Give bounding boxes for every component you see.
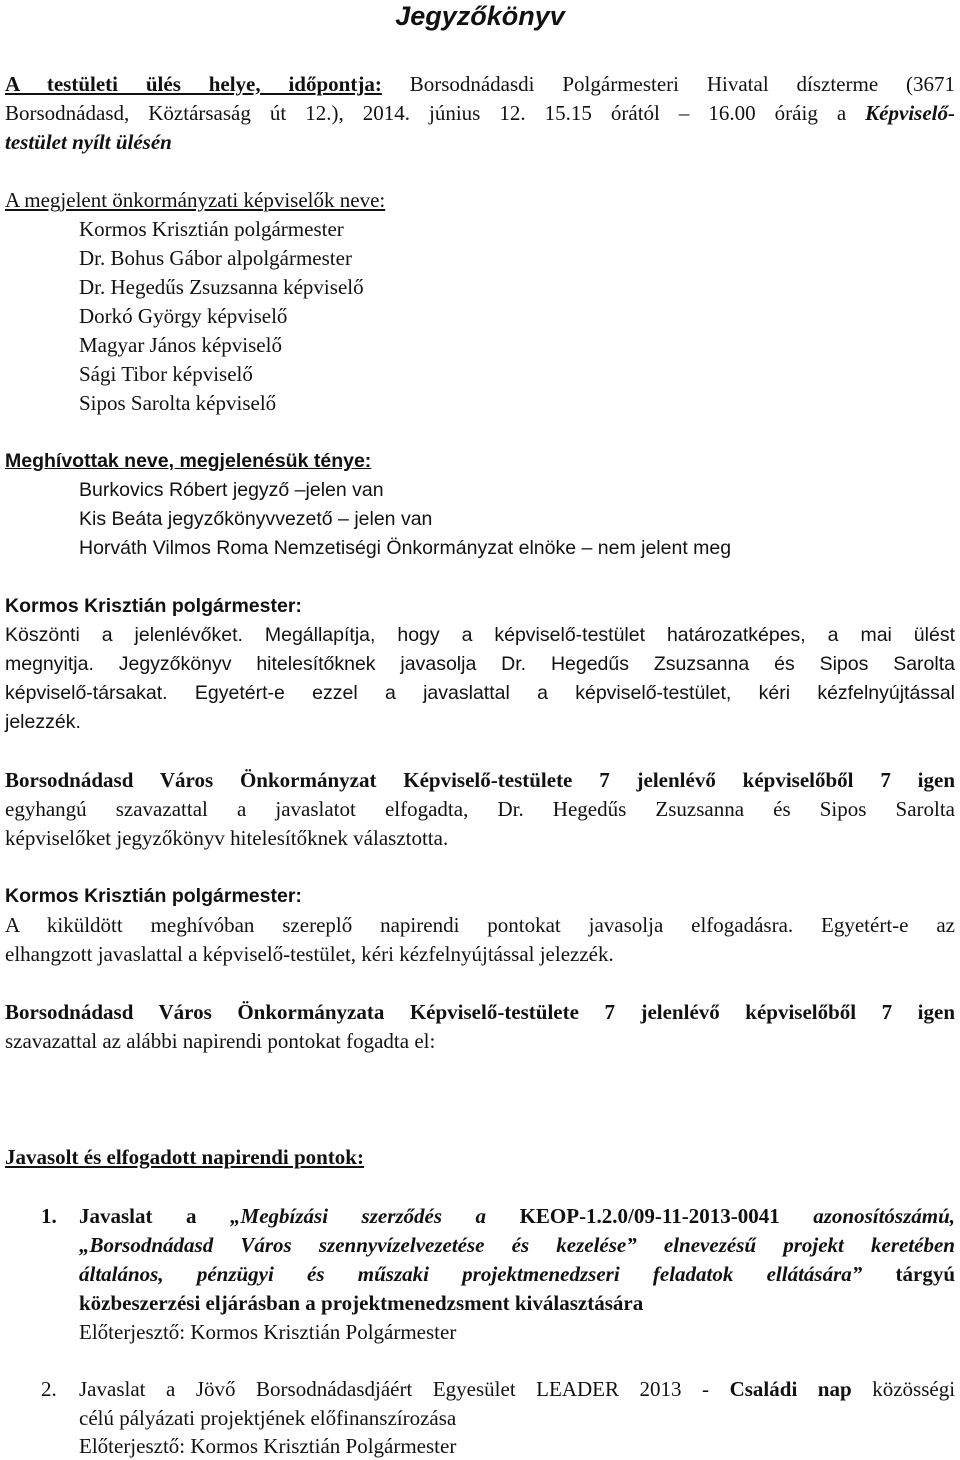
agenda-item-presenter: Előterjesztő: Kormos Krisztián Polgármester: [79, 1434, 457, 1458]
agenda-item-1-line-3: általános, pénzügyi és műszaki projektmenedzseri feladatok ellátására” tárgyú: [79, 1262, 955, 1286]
member-item: Magyar János képviselő: [79, 333, 282, 357]
agenda-item-1-line-1: Javaslat a „Megbízási szerződés a KEOP-1.2.0/09-11-2013-0041 azonosítószámú,: [79, 1204, 956, 1228]
member-item: Sági Tibor képviselő: [79, 362, 253, 386]
agenda-item-2-line-2: célú pályázati projektjének előfinanszírozása: [79, 1406, 457, 1430]
invited-item: Horváth Vilmos Roma Nemzetiségi Önkormányzat elnöke – nem jelent meg: [79, 537, 732, 559]
decision-line: képviselőket jegyzőkönyv hitelesítőknek választotta.: [5, 826, 449, 850]
invited-item: Burkovics Róbert jegyző –jelen van: [79, 479, 384, 501]
agenda-item-presenter: Előterjesztő: Kormos Krisztián Polgármester: [79, 1320, 457, 1344]
speech-line: képviselő-társakat. Egyetért-e ezzel a javaslattal a képviselő-testület, kéri kézfelnyújtással: [5, 682, 955, 704]
agenda-heading: Javasolt és elfogadott napirendi pontok:: [5, 1145, 364, 1169]
member-item: Dorkó György képviselő: [79, 304, 288, 328]
document-title: Jegyzőkönyv: [395, 1, 565, 31]
member-item: Dr. Hegedűs Zsuzsanna képviselő: [79, 275, 364, 299]
speaker-label: Kormos Krisztián polgármester:: [5, 595, 302, 617]
speech-line: A kiküldött meghívóban szereplő napirendi pontokat javasolja elfogadásra. Egyetért-e az: [5, 913, 955, 937]
decision-line: egyhangú szavazattal a javaslatot elfogadta, Dr. Hegedűs Zsuzsanna és Sipos Sarolta: [5, 797, 955, 821]
decision-line: szavazattal az alábbi napirendi pontokat fogadta el:: [5, 1029, 436, 1053]
agenda-item-number: 1.: [41, 1204, 57, 1228]
meeting-line-2: Borsodnádasd, Köztársaság út 12.), 2014. június 12. 15.15 órától – 16.00 óráig a Képviselő-: [5, 101, 955, 125]
member-item: Sipos Sarolta képviselő: [79, 391, 277, 415]
agenda-item-number: 2.: [41, 1377, 57, 1401]
member-item: Dr. Bohus Gábor alpolgármester: [79, 246, 352, 270]
speech-line: jelezzék.: [5, 711, 81, 733]
invited-item: Kis Beáta jegyzőkönyvvezető – jelen van: [79, 508, 433, 530]
speaker-label: Kormos Krisztián polgármester:: [5, 885, 302, 907]
meeting-line-1: A testületi ülés helye, időpontja: Borsodnádasdi Polgármesteri Hivatal díszterme (3671: [5, 72, 955, 96]
agenda-item-2-line-1: Javaslat a Jövő Borsodnádasdjáért Egyesület LEADER 2013 - Családi nap közösségi: [79, 1377, 956, 1401]
meeting-line-3: testület nyílt ülésén: [5, 130, 172, 154]
decision-line: Borsodnádasd Város Önkormányzat Képviselő-testülete 7 jelenlévő képviselőből 7 igen: [5, 768, 955, 792]
meeting-label: A testületi ülés helye, időpontja:: [5, 72, 382, 96]
speech-line: elhangzott javaslattal a képviselő-testület, kéri kézfelnyújtással jelezzék.: [5, 942, 614, 966]
speech-line: Köszönti a jelenlévőket. Megállapítja, hogy a képviselő-testület határozatképes, a mai ülést: [5, 624, 955, 646]
member-item: Kormos Krisztián polgármester: [79, 217, 344, 241]
agenda-item-1-line-2: „Borsodnádasd Város szennyvízelvezetése és kezelése” elnevezésű projekt keretében: [79, 1233, 955, 1257]
members-heading: A megjelent önkormányzati képviselők neve:: [5, 188, 386, 212]
invited-heading: Meghívottak neve, megjelenésük ténye:: [5, 450, 372, 472]
decision-line: Borsodnádasd Város Önkormányzata Képviselő-testülete 7 jelenlévő képviselőből 7 igen: [5, 1000, 955, 1024]
agenda-item-1-line-4: közbeszerzési eljárásban a projektmenedzsment kiválasztására: [79, 1291, 644, 1315]
speech-line: megnyitja. Jegyzőkönyv hitelesítőknek javasolja Dr. Hegedűs Zsuzsanna és Sipos Sarolta: [5, 653, 955, 675]
